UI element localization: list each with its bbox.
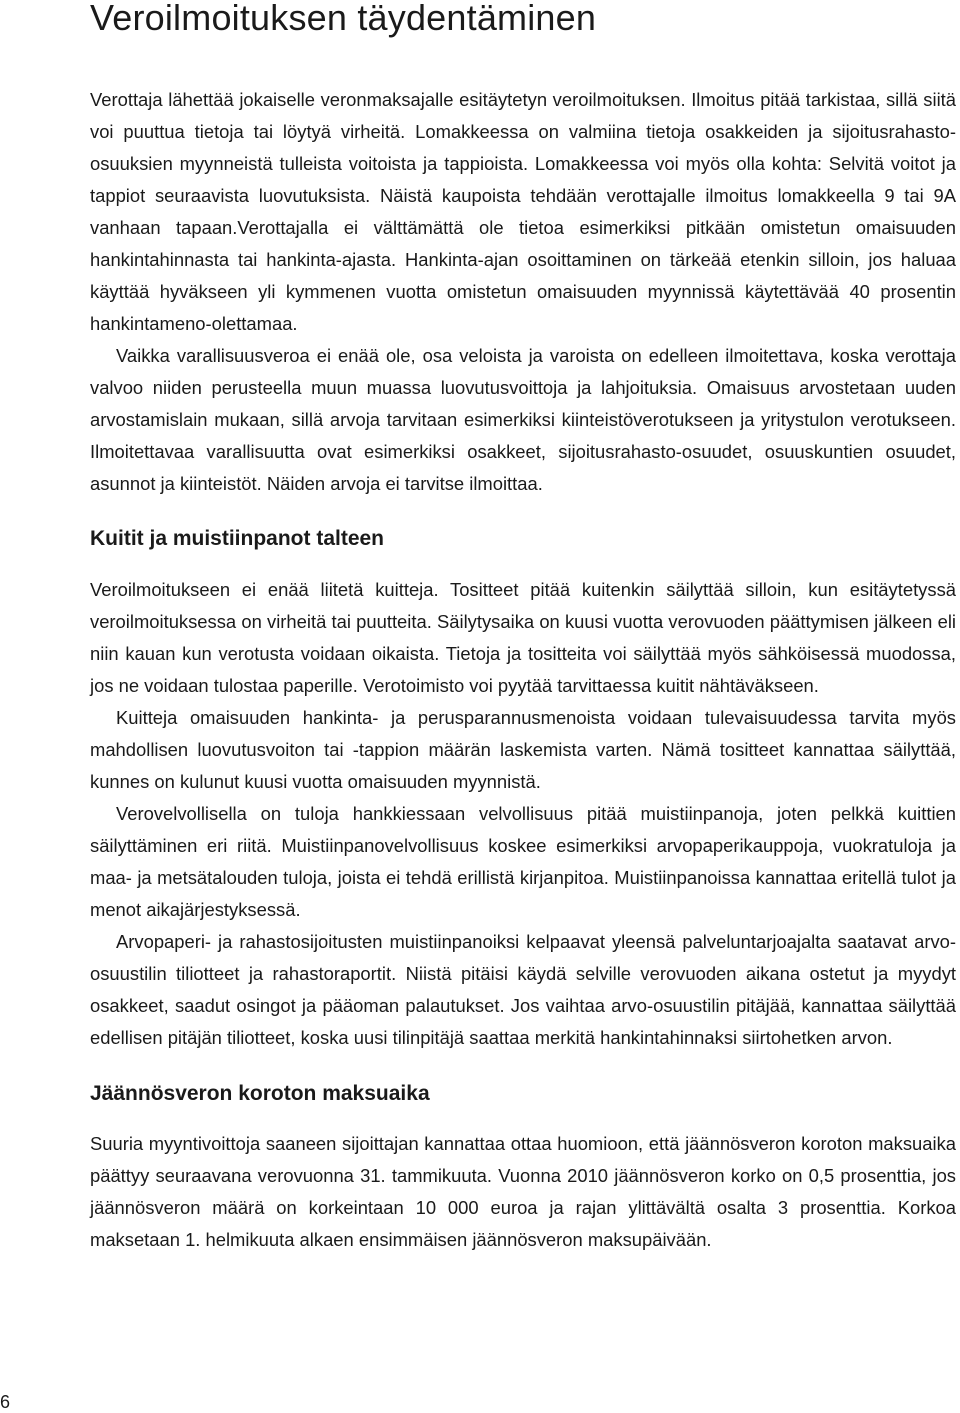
section-heading-residual-tax: Jäännösveron koroton maksuaika xyxy=(90,1082,430,1105)
section-heading-receipts: Kuitit ja muistiinpanot talteen xyxy=(90,527,385,550)
residual-tax-paragraph-1: Suuria myyntivoittoja saaneen sijoittajan kannattaa ottaa huomioon, että jäännösveron koroton maksuaika päättyy seuraavana verovuonna 31. tammikuuta. Vuonna 2010 jäännösveron korko on 0,5 prosenttia, jos jäännösveron määrä on korkeintaan 10 000 euroa ja rajan ylittävältä osalta 3 prosenttia. Korkoa maksetaan 1. helmikuuta alkaen ensimmäisen jäännösveron maksupäivään. xyxy=(90,1133,956,1250)
receipts-paragraph-3: Verovelvollisella on tuloja hankkiessaan velvollisuus pitää muistiinpanoja, joten pelkkä kuittien säilyttäminen eri riitä. Muistiinpanovelvollisuus koskee esimerkiksi arvopaperikauppoja, vuokratuloja ja maa- ja metsätalouden tuloja, joista ei tehdä erillistä kirjanpitoa. Muistiinpanoissa kannattaa eritellä tulot ja menot aikajärjestyksessä. xyxy=(90,803,956,920)
page-number: 6 xyxy=(0,1392,11,1412)
article-body xyxy=(90,84,956,1256)
receipts-paragraph-4: Arvopaperi- ja rahastosijoitusten muistiinpanoiksi kelpaavat yleensä palveluntarjoajalta saatavat arvo-osuustilin tiliotteet ja rahastoraportit. Niistä pitäisi käydä selville verovuoden aikana ostetut ja myydyt osakkeet, saadut osingot ja pääoman palautukset. Jos vaihtaa arvo-osuustilin pitäjää, kannattaa säilyttää edellisen pitäjän tiliotteet, koska uusi tilinpitäjä saattaa merkitä hankintahinnaksi siirtohetken arvon. xyxy=(90,931,956,1048)
intro-paragraph-1: Verottaja lähettää jokaiselle veronmaksajalle esitäytetyn veroilmoituksen. Ilmoitus pitää tarkistaa, sillä siitä voi puuttua tietoja tai löytyä virheitä. Lomakkeessa on valmiina tietoja osakkeiden ja sijoitusrahasto-osuuksien myynneistä tulleista voitoista ja tappioista. Lomakkeessa voi myös olla kohta: Selvitä voitot ja tappiot seuraavista luovutuksista. Näistä kaupoista tehdään verottajalle ilmoitus lomakkeella 9 tai 9A vanhaan tapaan.Verottajalla ei välttämättä ole tietoa esimerkiksi pitkään omistetun omaisuuden hankintahinnasta tai hankinta-ajasta. Hankinta-ajan osoittaminen on tärkeää etenkin silloin, jos haluaa käyttää hyväkseen yli kymmenen vuotta omistetun omaisuuden myynnissä käytettävää 40 prosentin hankintameno-olettamaa. xyxy=(90,89,956,334)
receipts-paragraph-2: Kuitteja omaisuuden hankinta- ja perusparannusmenoista voidaan tulevaisuudessa tarvita myös mahdollisen luovutusvoiton tai -tappion määrän laskemista varten. Nämä tositteet kannattaa säilyttää, kunnes on kulunut kuusi vuotta omaisuuden myynnistä. xyxy=(90,707,956,792)
page-title: Veroilmoituksen täydentäminen xyxy=(90,0,597,38)
receipts-paragraph-1: Veroilmoitukseen ei enää liitetä kuitteja. Tositteet pitää kuitenkin säilyttää silloin, kun esitäytetyssä veroilmoituksessa on virheitä tai puutteita. Säilytysaika on kuusi vuotta verovuoden päättymisen jälkeen eli niin kauan kun verotusta voidaan oikaista. Tietoja ja tositteita voi säilyttää myös sähköisessä muodossa, jos ne voidaan tulostaa paperille. Verotoimisto voi pyytää tarvittaessa kuitit nähtäväkseen. xyxy=(90,579,956,696)
intro-paragraph-2: Vaikka varallisuusveroa ei enää ole, osa veloista ja varoista on edelleen ilmoitettava, koska verottaja valvoo niiden perusteella muun muassa luovutusvoittoja ja lahjoituksia. Omaisuus arvostetaan uuden arvostamislain mukaan, sillä arvoja tarvitaan esimerkiksi kiinteistöverotukseen ja yritystulon verotukseen. Ilmoitettavaa varallisuutta ovat esimerkiksi osakkeet, sijoitusrahasto-osuudet, osuuskuntien osuudet, asunnot ja kiinteistöt. Näiden arvoja ei tarvitse ilmoittaa. xyxy=(90,345,956,494)
